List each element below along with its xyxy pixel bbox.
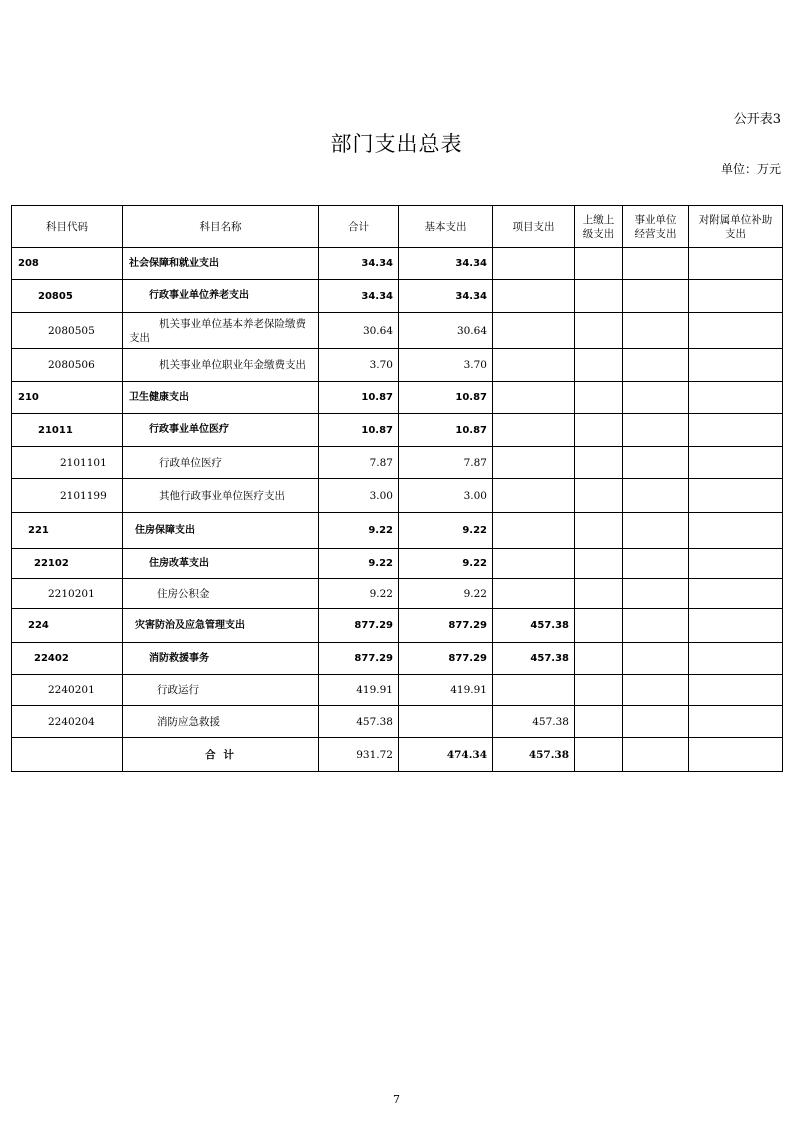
page-title: 部门支出总表 — [330, 132, 463, 156]
row-code: 221 — [12, 513, 123, 549]
row-total: 419.91 — [319, 675, 399, 706]
row-name: 住房改革支出 — [123, 549, 319, 579]
page-number: 7 — [393, 1093, 400, 1106]
total-sum: 931.72 — [319, 738, 399, 772]
row-name: 住房公积金 — [123, 579, 319, 609]
row-total: 877.29 — [319, 643, 399, 675]
table-row — [12, 675, 783, 706]
row-name: 消防救援事务 — [123, 643, 319, 675]
row-name: 消防应急救援 — [123, 706, 319, 738]
row-basic: 877.29 — [399, 609, 493, 643]
row-project — [493, 313, 575, 349]
row-name: 行政运行 — [123, 675, 319, 706]
row-project — [493, 382, 575, 414]
row-code: 22102 — [12, 549, 123, 579]
table-row — [12, 280, 783, 313]
row-name: 机关事业单位职业年金缴费支出 — [123, 349, 319, 382]
row-total: 3.70 — [319, 349, 399, 382]
row-name: 灾害防治及应急管理支出 — [123, 609, 319, 643]
row-project — [493, 513, 575, 549]
row-code: 2101199 — [12, 479, 123, 513]
table-row — [12, 609, 783, 643]
col-header-code: 科目代码 — [12, 206, 123, 248]
row-code: 2240201 — [12, 675, 123, 706]
row-project: 457.38 — [493, 706, 575, 738]
row-name: 行政事业单位医疗 — [123, 414, 319, 447]
row-code: 2240204 — [12, 706, 123, 738]
table-row — [12, 706, 783, 738]
row-project — [493, 447, 575, 479]
row-total: 10.87 — [319, 382, 399, 414]
row-name: 其他行政事业单位医疗支出 — [123, 479, 319, 513]
total-row — [12, 738, 783, 772]
table-header-row — [12, 206, 783, 248]
col-header-subsidy: 对附属单位补助支出 — [689, 206, 783, 248]
row-basic: 34.34 — [399, 280, 493, 313]
row-code: 2080505 — [12, 313, 123, 349]
row-project — [493, 414, 575, 447]
row-code: 224 — [12, 609, 123, 643]
row-basic: 34.34 — [399, 248, 493, 280]
row-code: 210 — [12, 382, 123, 414]
row-basic: 7.87 — [399, 447, 493, 479]
unit-label: 单位：万元 — [720, 162, 781, 176]
table-row — [12, 313, 783, 349]
row-project: 457.38 — [493, 643, 575, 675]
row-project — [493, 349, 575, 382]
table-row — [12, 382, 783, 414]
row-basic: 9.22 — [399, 513, 493, 549]
row-code: 20805 — [12, 280, 123, 313]
table-row — [12, 349, 783, 382]
total-project: 457.38 — [493, 738, 575, 772]
col-header-total: 合计 — [319, 206, 399, 248]
row-basic — [399, 706, 493, 738]
row-name: 住房保障支出 — [123, 513, 319, 549]
total-basic: 474.34 — [399, 738, 493, 772]
table-row — [12, 248, 783, 280]
row-code: 2080506 — [12, 349, 123, 382]
row-total: 34.34 — [319, 280, 399, 313]
expenditure-table — [11, 205, 783, 772]
row-name: 社会保障和就业支出 — [123, 248, 319, 280]
table-row — [12, 643, 783, 675]
row-name: 行政单位医疗 — [123, 447, 319, 479]
row-project — [493, 579, 575, 609]
row-total: 877.29 — [319, 609, 399, 643]
table-row — [12, 513, 783, 549]
row-basic: 419.91 — [399, 675, 493, 706]
row-code: 208 — [12, 248, 123, 280]
row-name: 卫生健康支出 — [123, 382, 319, 414]
row-code: 2101101 — [12, 447, 123, 479]
row-code: 2210201 — [12, 579, 123, 609]
form-label: 公开表3 — [733, 112, 781, 127]
row-project — [493, 280, 575, 313]
table-row — [12, 549, 783, 579]
row-project — [493, 675, 575, 706]
col-header-business: 事业单位经营支出 — [623, 206, 689, 248]
row-basic: 3.00 — [399, 479, 493, 513]
col-header-upper: 上缴上级支出 — [575, 206, 623, 248]
row-name: 机关事业单位基本养老保险缴费支出 — [123, 313, 319, 349]
row-basic: 10.87 — [399, 382, 493, 414]
col-header-basic: 基本支出 — [399, 206, 493, 248]
col-header-name: 科目名称 — [123, 206, 319, 248]
table-row — [12, 579, 783, 609]
row-project — [493, 549, 575, 579]
row-total: 9.22 — [319, 549, 399, 579]
row-project — [493, 479, 575, 513]
row-code: 22402 — [12, 643, 123, 675]
row-total: 457.38 — [319, 706, 399, 738]
row-basic: 9.22 — [399, 579, 493, 609]
row-basic: 30.64 — [399, 313, 493, 349]
row-total: 9.22 — [319, 513, 399, 549]
table-row — [12, 414, 783, 447]
row-total: 3.00 — [319, 479, 399, 513]
row-name: 行政事业单位养老支出 — [123, 280, 319, 313]
table-row — [12, 447, 783, 479]
row-total: 7.87 — [319, 447, 399, 479]
row-total: 34.34 — [319, 248, 399, 280]
row-total: 30.64 — [319, 313, 399, 349]
total-label: 合 计 — [123, 738, 319, 772]
col-header-project: 项目支出 — [493, 206, 575, 248]
row-basic: 3.70 — [399, 349, 493, 382]
row-project — [493, 248, 575, 280]
row-code: 21011 — [12, 414, 123, 447]
row-total: 9.22 — [319, 579, 399, 609]
row-total: 10.87 — [319, 414, 399, 447]
row-project: 457.38 — [493, 609, 575, 643]
table-row — [12, 479, 783, 513]
row-basic: 877.29 — [399, 643, 493, 675]
row-basic: 9.22 — [399, 549, 493, 579]
row-basic: 10.87 — [399, 414, 493, 447]
